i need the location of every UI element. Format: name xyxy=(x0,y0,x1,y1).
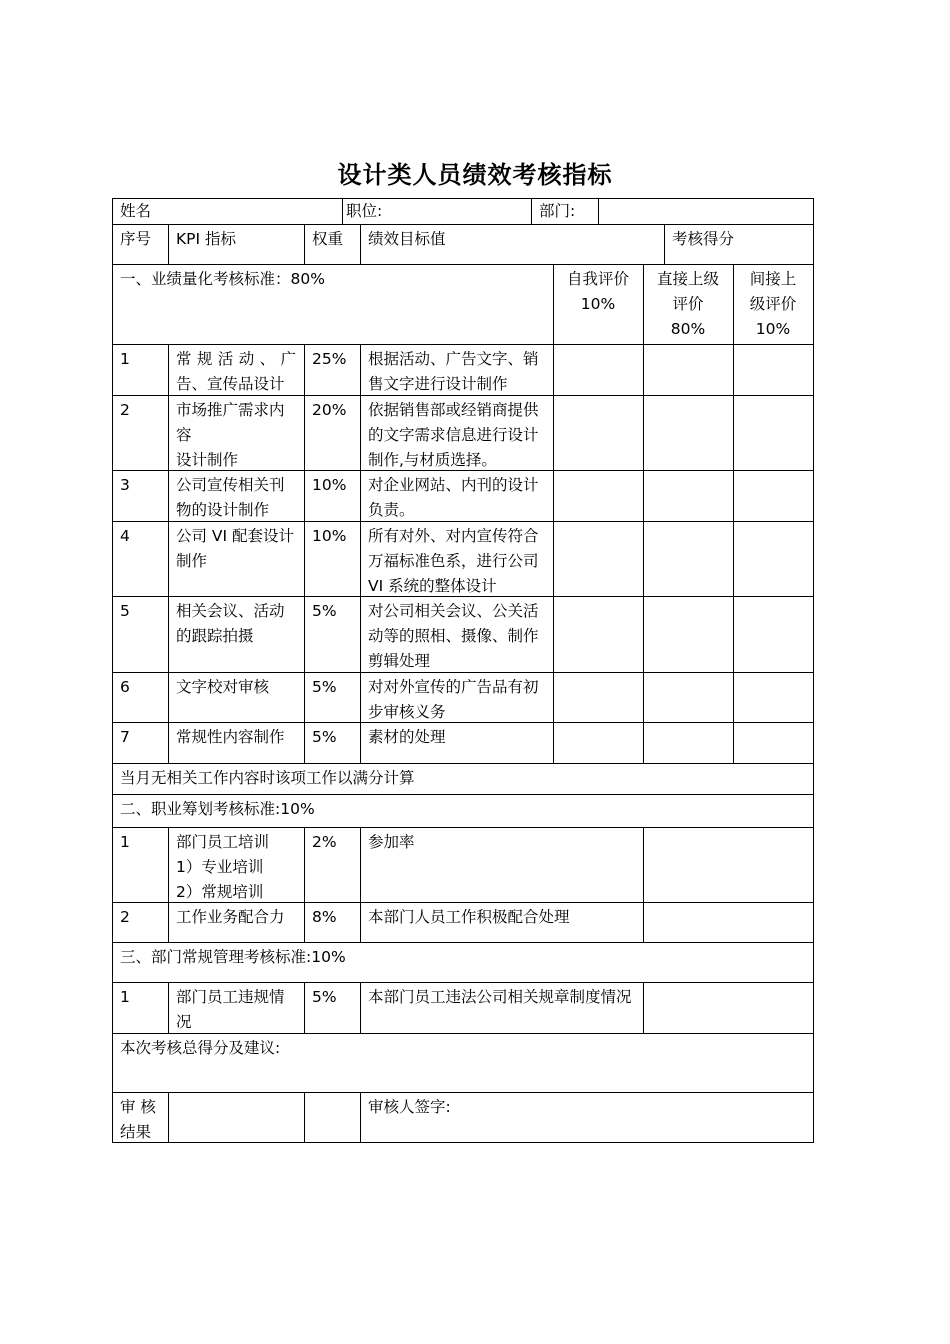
s1-row-4-weight: 10% xyxy=(312,527,347,545)
s2-row-1-target: 参加率 xyxy=(368,833,415,851)
table-border xyxy=(112,1092,814,1093)
table-border xyxy=(304,827,305,942)
table-border xyxy=(664,224,665,264)
table-border xyxy=(733,264,734,763)
s3-row-1-kpi: 部门员工违规情况 xyxy=(176,988,285,1031)
col-header-weight: 权重 xyxy=(312,230,344,248)
position-label: 职位: xyxy=(346,202,383,220)
name-value-field[interactable] xyxy=(160,199,340,224)
dept-value-field[interactable] xyxy=(599,199,813,224)
s1-row-4-seq: 4 xyxy=(120,527,130,545)
self-eval-header: 自我评价 10% xyxy=(566,270,629,313)
table-border xyxy=(112,827,814,828)
table-border xyxy=(304,1092,305,1142)
table-border xyxy=(304,224,305,264)
table-border xyxy=(342,198,343,224)
table-border xyxy=(360,982,361,1033)
s1-row-2-target: 依据销售部或经销商提供的文字需求信息进行设计制作,与材质选择。 xyxy=(368,401,539,469)
s2-row-2-target: 本部门人员工作积极配合处理 xyxy=(368,908,570,926)
table-border xyxy=(643,264,644,763)
table-border xyxy=(360,344,361,763)
section2-title: 二、职业筹划考核标准:10% xyxy=(120,800,315,818)
table-border xyxy=(112,902,814,903)
dept-label: 部门: xyxy=(539,202,576,220)
section1-note: 当月无相关工作内容时该项工作以满分计算 xyxy=(120,769,415,787)
s2-row-1-weight: 2% xyxy=(312,833,337,851)
review-result-label: 审 核 结果 xyxy=(120,1098,156,1141)
col-header-score: 考核得分 xyxy=(672,230,735,248)
table-border xyxy=(112,470,814,471)
table-border xyxy=(643,827,644,942)
s1-row-1-target: 根据活动、广告文字、销售文字进行设计制作 xyxy=(368,350,539,393)
s1-row-6-kpi: 文字校对审核 xyxy=(176,678,270,696)
table-border xyxy=(304,344,305,763)
s1-row-4-kpi: 公司 VI 配套设计制作 xyxy=(176,527,295,570)
s1-row-2-weight: 20% xyxy=(312,401,347,419)
summary-label: 本次考核总得分及建议: xyxy=(120,1039,281,1057)
s3-row-1-target: 本部门员工违法公司相关规章制度情况 xyxy=(368,988,632,1006)
table-border xyxy=(643,982,644,1033)
s1-row-7-target: 素材的处理 xyxy=(368,728,446,746)
review-weight-field[interactable] xyxy=(304,1093,360,1143)
s1-row-1-weight: 25% xyxy=(312,350,347,368)
table-border xyxy=(360,827,361,942)
table-border xyxy=(112,344,814,345)
table-border xyxy=(598,198,599,224)
table-border xyxy=(112,264,814,265)
s1-row-7-weight: 5% xyxy=(312,728,337,746)
table-border xyxy=(112,942,814,943)
s1-row-1-kpi: 常规活动、广告、宣传品设计 xyxy=(176,350,296,393)
s3-row-1-weight: 5% xyxy=(312,988,337,1006)
table-border xyxy=(112,982,814,983)
table-border xyxy=(112,198,814,199)
s1-row-5-target: 对公司相关会议、公关活动等的照相、摄像、制作剪辑处理 xyxy=(368,602,539,670)
table-border xyxy=(360,224,361,264)
table-border xyxy=(112,395,814,396)
s2-row-2-kpi: 工作业务配合力 xyxy=(176,908,285,926)
s1-row-4-target: 所有对外、对内宣传符合万福标准色系，进行公司 VI 系统的整体设计 xyxy=(368,527,539,595)
s1-row-5-kpi: 相关会议、活动的跟踪拍摄 xyxy=(176,602,285,645)
table-border xyxy=(531,198,532,224)
position-value-field[interactable] xyxy=(400,199,525,224)
table-border xyxy=(112,1033,814,1034)
s1-row-7-kpi: 常规性内容制作 xyxy=(176,728,285,746)
table-border xyxy=(112,521,814,522)
s1-row-3-kpi: 公司宣传相关刊物的设计制作 xyxy=(176,476,285,519)
review-result-field[interactable] xyxy=(168,1093,304,1143)
s1-row-1-seq: 1 xyxy=(120,350,130,368)
table-border xyxy=(304,982,305,1033)
s1-row-3-seq: 3 xyxy=(120,476,130,494)
s1-row-7-seq: 7 xyxy=(120,728,130,746)
s2-row-1-kpi: 部门员工培训 1）专业培训 2）常规培训 xyxy=(176,833,270,901)
page-title: 设计类人员绩效考核指标 xyxy=(337,161,613,189)
col-header-kpi: KPI 指标 xyxy=(176,230,237,248)
col-header-seq: 序号 xyxy=(120,230,152,248)
indirect-eval-header: 间接上 级评价 10% xyxy=(749,270,797,338)
table-border xyxy=(360,1092,361,1142)
table-border xyxy=(168,1092,169,1142)
s1-row-2-seq: 2 xyxy=(120,401,130,419)
signature-label: 审核人签字: xyxy=(368,1098,451,1116)
s1-row-5-seq: 5 xyxy=(120,602,130,620)
s3-row-1-seq: 1 xyxy=(120,988,130,1006)
s2-row-1-seq: 1 xyxy=(120,833,130,851)
table-border xyxy=(112,198,113,1143)
table-border xyxy=(168,344,169,763)
name-label: 姓名 xyxy=(120,202,152,220)
s1-row-6-seq: 6 xyxy=(120,678,130,696)
s1-row-3-weight: 10% xyxy=(312,476,347,494)
s1-row-5-weight: 5% xyxy=(312,602,337,620)
section3-title: 三、部门常规管理考核标准:10% xyxy=(120,948,346,966)
s1-row-3-target: 对企业网站、内刊的设计负责。 xyxy=(368,476,539,519)
table-border xyxy=(553,264,554,763)
table-border xyxy=(112,1142,814,1143)
table-border xyxy=(813,198,814,1143)
col-header-target: 绩效目标值 xyxy=(368,230,446,248)
s2-row-2-weight: 8% xyxy=(312,908,337,926)
table-border xyxy=(112,672,814,673)
table-border xyxy=(112,596,814,597)
s2-row-2-seq: 2 xyxy=(120,908,130,926)
direct-eval-header: 直接上级 评价 80% xyxy=(656,270,719,338)
table-border xyxy=(112,224,814,225)
table-border xyxy=(112,722,814,723)
table-border xyxy=(168,982,169,1033)
s1-row-6-target: 对对外宣传的广告品有初步审核义务 xyxy=(368,678,539,721)
table-border xyxy=(168,827,169,942)
table-border xyxy=(112,763,814,764)
s1-row-2-kpi: 市场推广需求内容 设计制作 xyxy=(176,401,285,469)
s1-row-6-weight: 5% xyxy=(312,678,337,696)
section1-title: 一、业绩量化考核标准：80% xyxy=(120,270,325,288)
table-border xyxy=(112,794,814,795)
table-border xyxy=(168,224,169,264)
